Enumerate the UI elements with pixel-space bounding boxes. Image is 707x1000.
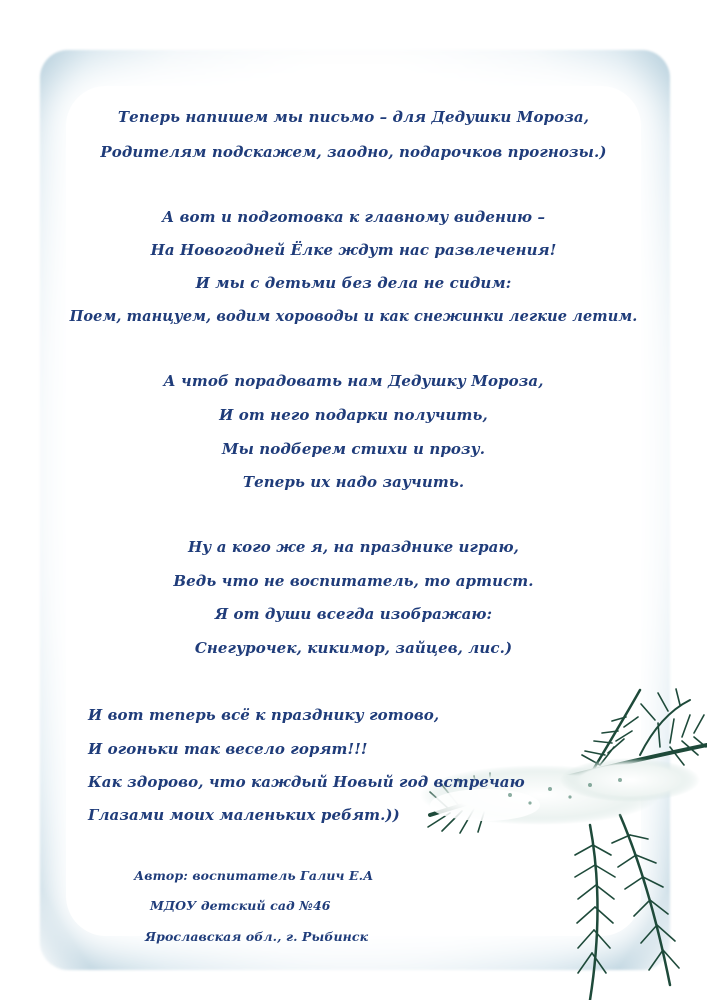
- poem-line: И от него подарки получить,: [219, 406, 488, 424]
- place-credit: Ярославская обл., г. Рыбинск: [145, 929, 369, 944]
- poem-line: Ведь что не воспитатель, то артист.: [173, 572, 534, 590]
- poem-line: Теперь напишем мы письмо – для Дедушки Мороза,: [117, 108, 590, 126]
- author-credit: Автор: воспитатель Галич Е.А: [134, 868, 374, 883]
- poem-line: И огоньки так весело горят!!!: [88, 740, 368, 758]
- poem-line: Теперь их надо заучить.: [242, 473, 465, 491]
- poem-line: И мы с детьми без дела не сидим:: [195, 274, 512, 292]
- poem-line: И вот теперь всё к празднику готово,: [88, 706, 440, 724]
- poem-line: На Новогодней Ёлке ждут нас развлечения!: [150, 241, 557, 259]
- poem-line: Я от души всегда изображаю:: [214, 605, 493, 623]
- poem-line: Как здорово, что каждый Новый год встречаю: [88, 773, 525, 791]
- school-credit: МДОУ детский сад №46: [150, 898, 331, 913]
- poem-line: Мы подберем стихи и прозу.: [221, 440, 486, 458]
- poem-line: А чтоб порадовать нам Дедушку Мороза,: [163, 372, 544, 390]
- poem-line: Снегурочек, кикимор, зайцев, лис.): [194, 639, 513, 657]
- poem-line: Ну а кого же я, на празднике играю,: [188, 538, 519, 556]
- poem-line: Поем, танцуем, водим хороводы и как снежинки легкие летим.: [69, 308, 638, 325]
- poem-line: Глазами моих маленьких ребят.)): [88, 806, 400, 824]
- poem-line: Родителям подскажем, заодно, подарочков прогнозы.): [100, 143, 607, 161]
- poem-line: А вот и подготовка к главному видению –: [161, 208, 546, 226]
